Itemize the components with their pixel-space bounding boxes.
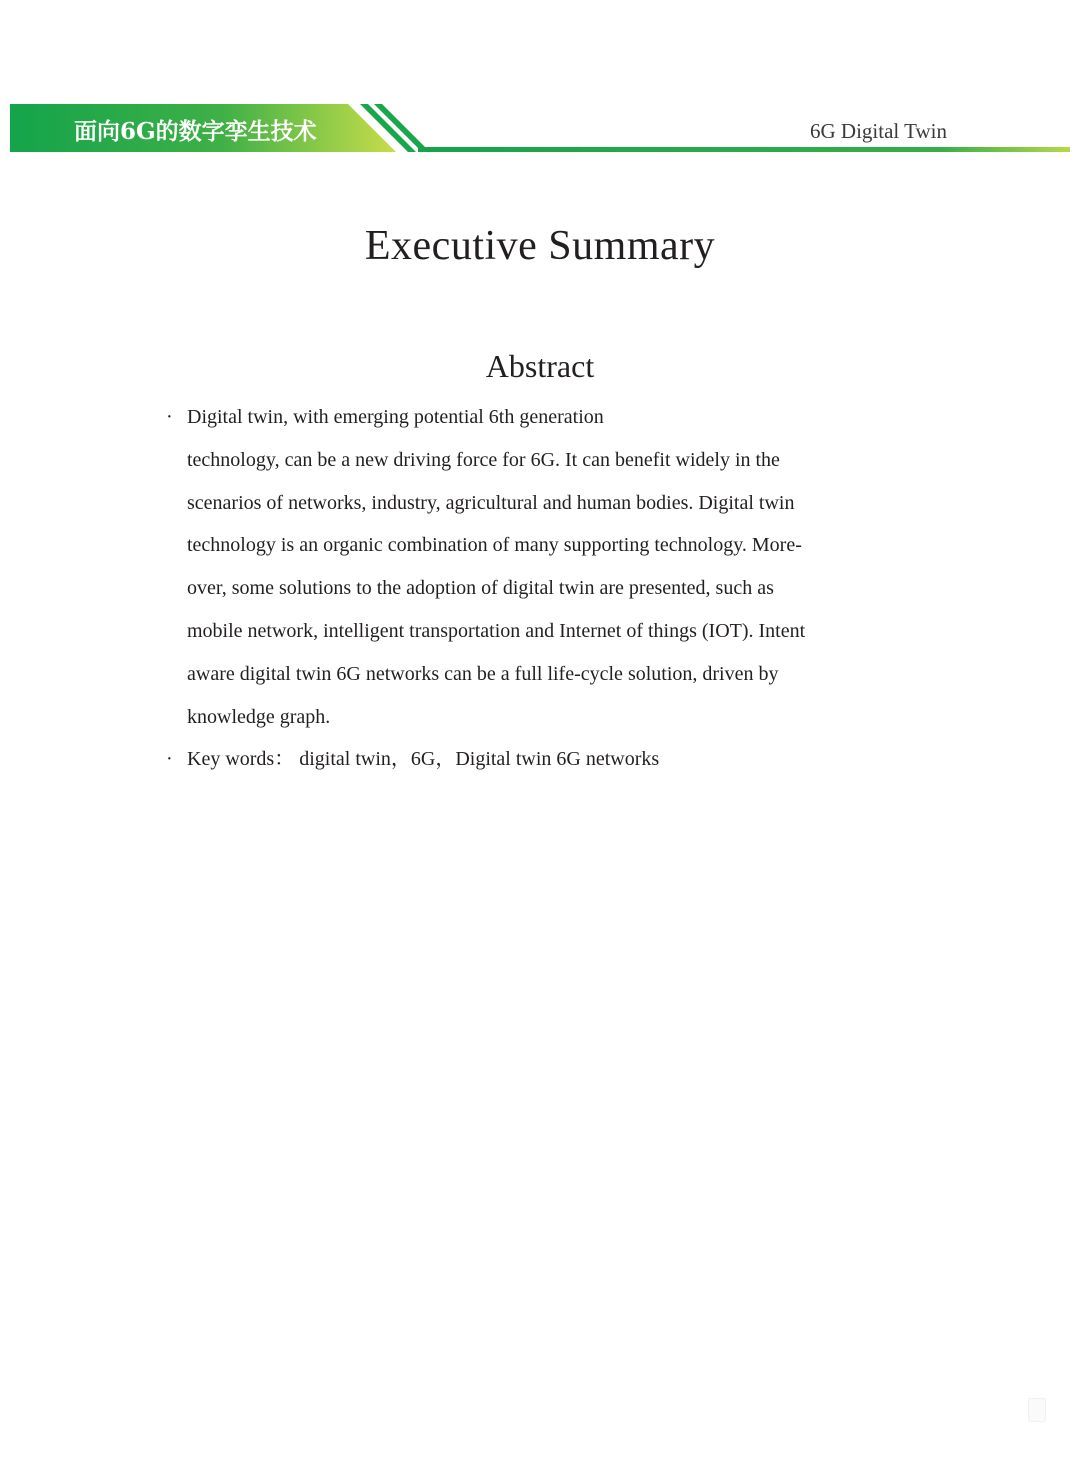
paragraph-line: scenarios of networks, industry, agricultural and human bodies. Digital twin	[187, 491, 795, 514]
abstract-bullet-paragraph	[166, 396, 906, 738]
keywords-values: digital twin，6G，Digital twin 6G networks	[294, 748, 660, 771]
paragraph-line: Digital twin, with emerging potential 6th generation	[187, 406, 604, 428]
paragraph-line: technology, can be a new driving force for 6G. It can benefit widely in the	[187, 448, 780, 471]
abstract-paragraph	[187, 396, 906, 738]
page-corner-icon	[1028, 1398, 1046, 1422]
header-underline	[418, 147, 1070, 152]
paragraph-line: aware digital twin 6G networks can be a full life-cycle solution, driven by	[187, 662, 779, 685]
keywords-bullet	[166, 738, 906, 781]
bullet-icon: ·	[166, 406, 173, 428]
paragraph-line: technology is an organic combination of many supporting technology. More-	[187, 534, 802, 557]
paragraph-line: mobile network, intelligent transportation and Internet of things (IOT). Intent	[187, 619, 806, 642]
header-chinese-title: 面向6G的数字孪生技术	[74, 118, 317, 145]
abstract-heading: Abstract	[485, 348, 595, 384]
keywords-label: Key words：	[187, 748, 295, 771]
abstract-list	[166, 396, 906, 781]
page-title: Executive Summary	[364, 223, 716, 269]
paragraph-line: knowledge graph.	[187, 705, 331, 728]
header-english-title: 6G Digital Twin	[810, 119, 947, 143]
keywords-line	[187, 738, 906, 781]
page-header	[0, 0, 1080, 160]
bullet-icon: ·	[166, 748, 173, 771]
paragraph-line: over, some solutions to the adoption of digital twin are presented, such as	[187, 577, 774, 600]
